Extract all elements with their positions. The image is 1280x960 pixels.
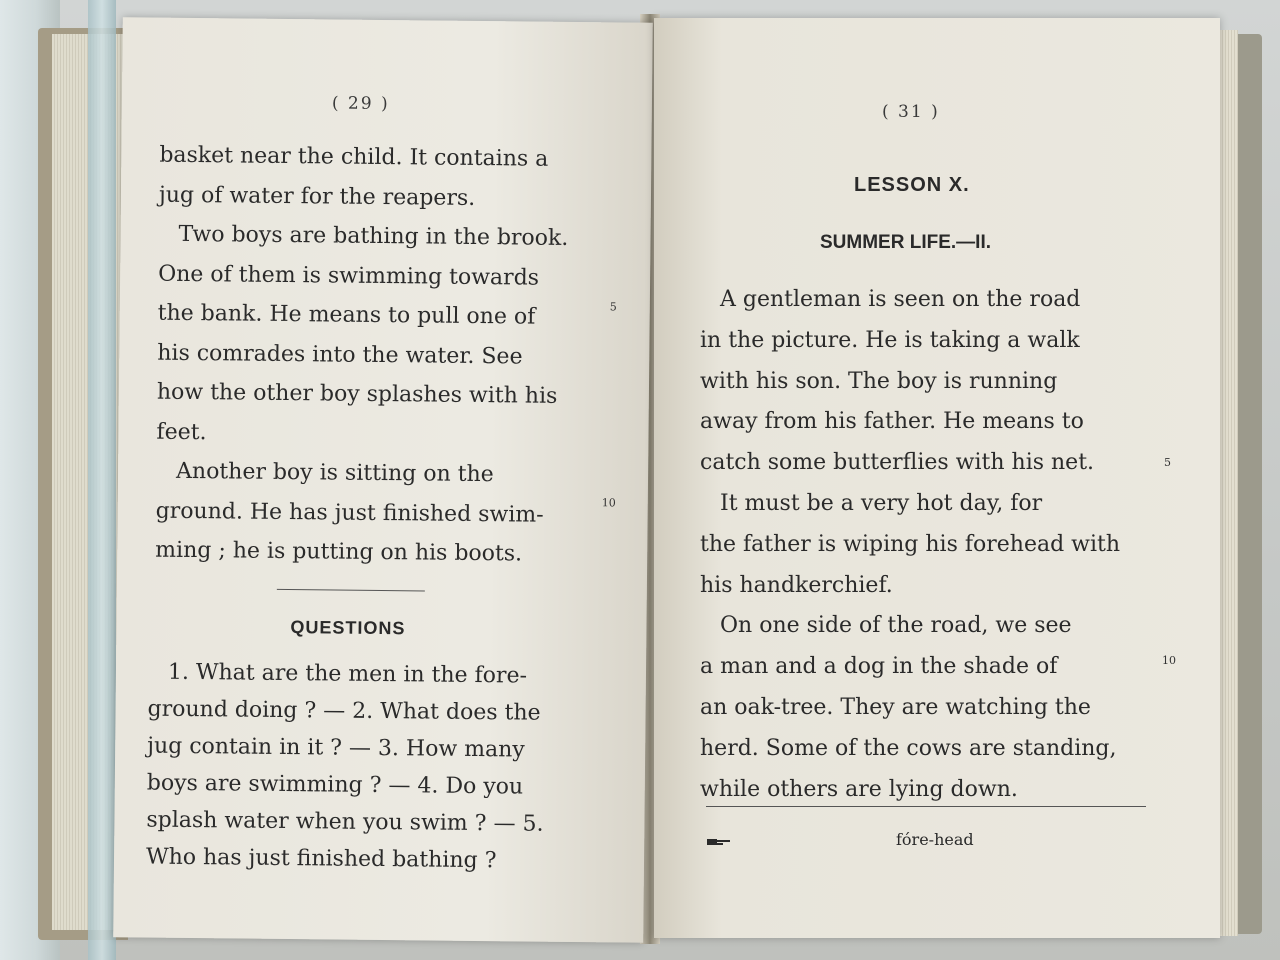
text-line: Two boys are bathing in the brook. <box>178 221 569 251</box>
question-line: splash water when you swim ? — 5. <box>146 807 544 837</box>
question-line: boys are swimming ? — 4. Do you <box>146 770 524 800</box>
line-marker: 10 <box>601 496 616 510</box>
text-line: his handkerchief. <box>700 572 893 598</box>
text-line: away from his father. He means to <box>700 409 1084 435</box>
body-text <box>700 280 1160 810</box>
divider-rule <box>277 589 425 592</box>
text-line: an oak-tree. They are watching the <box>700 694 1091 720</box>
text-line: catch some butterflies with his net. <box>700 450 1095 476</box>
page-number: ( 31 ) <box>882 102 940 122</box>
text-line: One of them is swimming towards <box>158 261 540 291</box>
text-line: with his son. The boy is running <box>700 368 1058 394</box>
left-page <box>113 17 653 942</box>
text-line: A gentleman is seen on the road <box>720 287 1081 312</box>
footnote-rule <box>706 806 1146 807</box>
line-marker: 5 <box>1164 456 1171 469</box>
text-line: the bank. He means to pull one of <box>157 300 536 330</box>
text-line: It must be a very hot day, for <box>720 490 1043 516</box>
line-marker: 5 <box>609 300 617 314</box>
question-line: Who has just finished bathing ? <box>145 844 497 874</box>
lesson-title: LESSON X. <box>854 174 970 196</box>
right-page <box>654 18 1220 938</box>
text-line: jug of water for the reapers. <box>158 182 476 211</box>
text-line: the father is wiping his forehead with <box>700 531 1121 557</box>
page-number: ( 29 ) <box>331 93 390 115</box>
glass-clamp-strip <box>88 0 116 960</box>
text-line: a man and a dog in the shade of <box>700 654 1058 680</box>
text-line: basket near the child. It contains a <box>159 142 549 172</box>
questions-heading: QUESTIONS <box>290 617 406 639</box>
line-marker: 10 <box>1162 654 1176 667</box>
text-line: how the other boy splashes with his <box>156 379 558 409</box>
text-line: ming ; he is putting on his boots. <box>155 537 523 567</box>
text-line: in the picture. He is taking a walk <box>700 327 1080 353</box>
lesson-subtitle: SUMMER LIFE.—II. <box>820 232 991 253</box>
body-text <box>155 136 600 575</box>
question-line: ground doing ? — 2. What does the <box>147 696 541 726</box>
text-line: Another boy is sitting on the <box>175 458 494 488</box>
text-line: ground. He has just finished swim- <box>155 498 544 528</box>
footnote: fóre-head <box>896 830 974 849</box>
text-line: feet. <box>156 419 207 445</box>
text-line: On one side of the road, we see <box>720 613 1072 639</box>
questions-text <box>146 654 598 881</box>
pointing-hand-icon <box>706 836 732 848</box>
question-line: 1. What are the men in the fore- <box>167 659 528 689</box>
text-line: herd. Some of the cows are standing, <box>700 735 1117 761</box>
text-line: while others are lying down. <box>700 776 1018 802</box>
text-line: his comrades into the water. See <box>157 340 523 369</box>
question-line: jug contain in it ? — 3. How many <box>147 733 525 763</box>
